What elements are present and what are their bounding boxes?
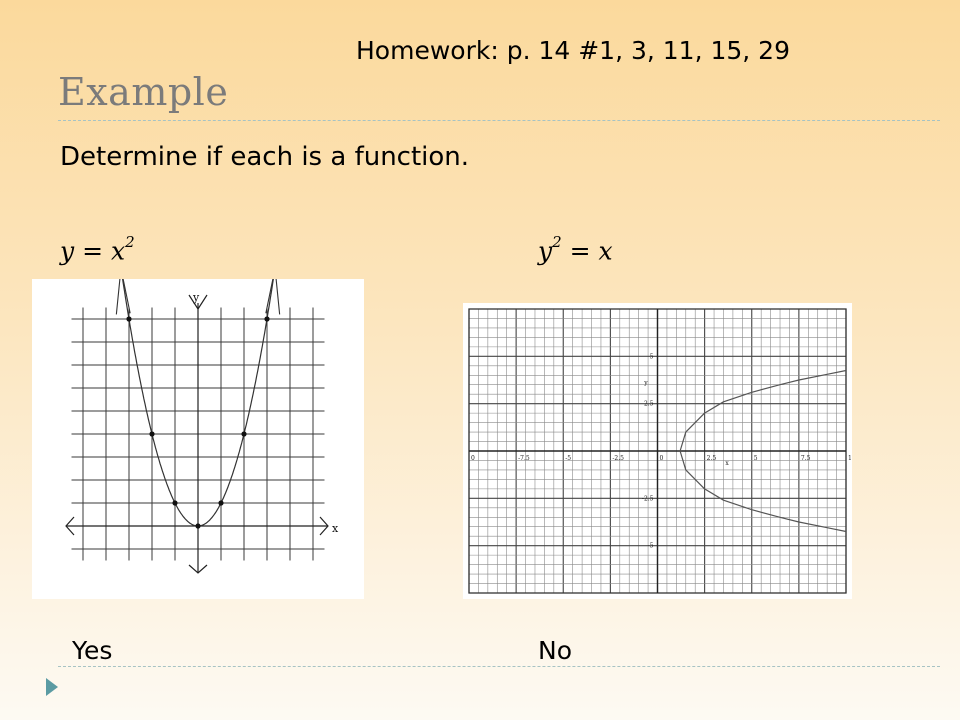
x-tick-label: -7.5 bbox=[518, 455, 530, 462]
x-tick-label: 0 bbox=[471, 455, 475, 462]
data-point bbox=[172, 500, 177, 505]
slide-title: Example bbox=[58, 70, 229, 114]
data-point bbox=[241, 431, 246, 436]
footer-divider bbox=[58, 666, 940, 667]
y-axis-label: y bbox=[193, 291, 200, 304]
y-tick-label: -2.5 bbox=[641, 495, 654, 503]
x-tick-label: -2.5 bbox=[612, 455, 624, 462]
right-eq-rest: = x bbox=[561, 236, 613, 266]
x-tick-label: -5 bbox=[565, 455, 572, 462]
y-tick-label: -5 bbox=[647, 542, 654, 550]
right-equation bbox=[538, 233, 613, 266]
parabola-graph-panel bbox=[32, 279, 364, 599]
homework-note: Homework: p. 14 #1, 3, 11, 15, 29 bbox=[356, 36, 790, 65]
x-tick-label: 1 bbox=[848, 455, 852, 462]
sideways-parabola-graph bbox=[463, 303, 852, 599]
parabola-graph bbox=[32, 279, 364, 599]
left-answer: Yes bbox=[72, 636, 113, 665]
x-tick-label: 0 bbox=[659, 455, 664, 462]
y-tick-label: 2.5 bbox=[643, 400, 654, 408]
right-eq-exponent: 2 bbox=[552, 233, 562, 251]
right-answer: No bbox=[538, 636, 572, 665]
sideways-parabola-graph-panel bbox=[463, 303, 852, 599]
left-eq-exponent: 2 bbox=[125, 233, 135, 251]
y-tick-label: 5 bbox=[649, 353, 654, 361]
bullet-arrow-icon bbox=[46, 678, 58, 696]
x-axis-label: x bbox=[332, 522, 339, 535]
data-point bbox=[264, 316, 269, 321]
prompt-text: Determine if each is a function. bbox=[60, 142, 470, 172]
left-eq-mid: = x bbox=[74, 236, 126, 266]
left-eq-lhs: y bbox=[60, 236, 75, 266]
x-tick-label: 2.5 bbox=[706, 455, 717, 462]
data-point bbox=[126, 316, 131, 321]
data-point bbox=[149, 431, 154, 436]
x-axis-label: x bbox=[725, 460, 729, 467]
y-axis-label: y bbox=[644, 379, 648, 387]
title-divider bbox=[58, 120, 940, 121]
x-tick-label: 7.5 bbox=[800, 455, 811, 462]
data-point bbox=[218, 500, 223, 505]
x-tick-label: 5 bbox=[753, 455, 758, 462]
left-equation bbox=[60, 233, 135, 266]
data-point bbox=[195, 523, 200, 528]
right-eq-lhs: y bbox=[538, 236, 553, 266]
